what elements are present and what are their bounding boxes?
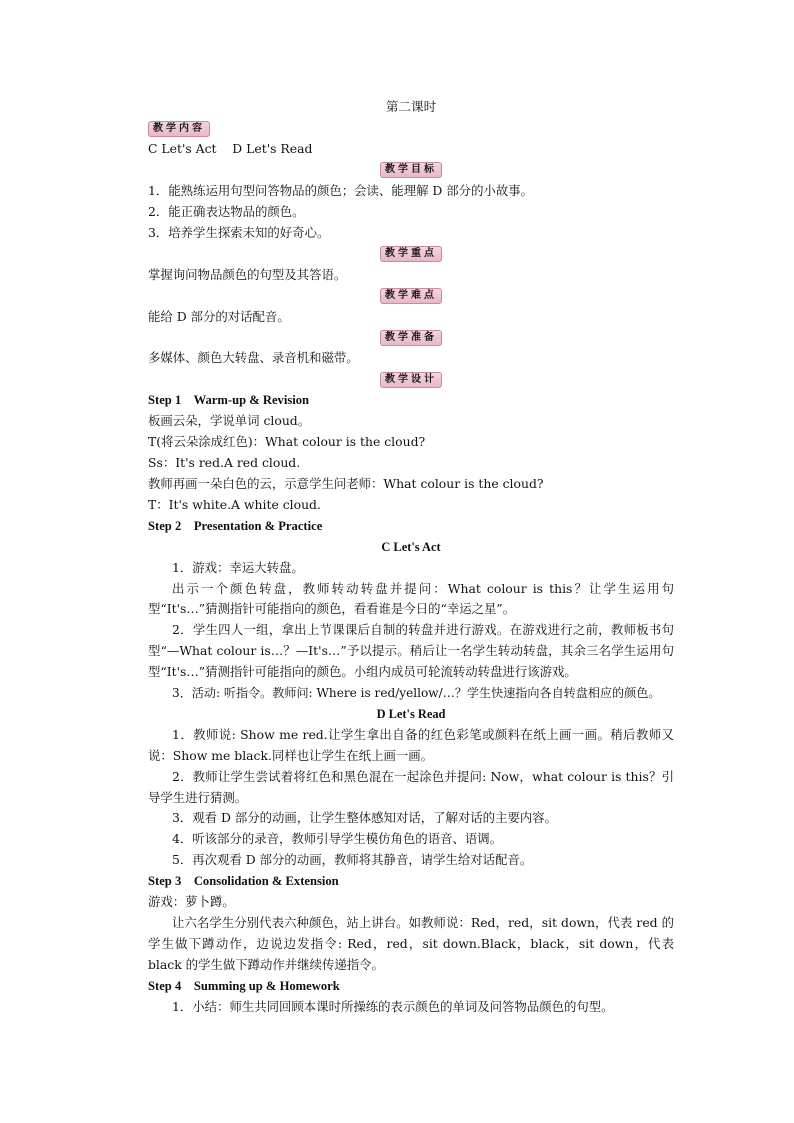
- c-item: 出示一个颜色转盘，教师转动转盘并提问：What colour is this？让学生运用句型“It's…”猜测指针可能指向的颜色，看看谁是今日的“幸运之星”。: [148, 580, 674, 617]
- step4-heading: Step 4 Summing up & Homework: [148, 978, 340, 993]
- step1-line: T(将云朵涂成红色)：What colour is the cloud?: [148, 434, 426, 450]
- content-badge: 教学内容: [148, 121, 210, 137]
- step3-heading: Step 3 Consolidation & Extension: [148, 874, 339, 889]
- step1-line: Ss：It's red.A red cloud.: [148, 455, 301, 471]
- d-item: 1．教师说: Show me red.让学生拿出自备的红色彩笔或颜料在纸上画一画。稍后教师又说：Show me black.同样也让学生在纸上画一画。: [148, 726, 674, 763]
- difficulties-section-header: [148, 286, 674, 307]
- step1-heading: Step 1 Warm-up & Revision: [148, 393, 310, 408]
- d-item: 2．教师让学生尝试着将红色和黑色混在一起涂色并提问: Now，what colour is this？引导学生进行猜测。: [148, 768, 674, 805]
- difficulties-badge: 教学难点: [380, 288, 442, 304]
- d-item: 3．观看 D 部分的动画，让学生整体感知对话，了解对话的主要内容。: [172, 810, 558, 826]
- key-points-section-header: [148, 244, 674, 265]
- objective-item: 3．培养学生探索未知的好奇心。: [148, 224, 330, 240]
- preparation-text: 多媒体、颜色大转盘、录音机和磁带。: [148, 350, 359, 366]
- step4-line: 1．小结：师生共同回顾本课时所操练的表示颜色的单词及问答物品颜色的句型。: [172, 998, 614, 1014]
- content-section-header: [148, 118, 674, 139]
- step1-line: T：It's white.A white cloud.: [148, 496, 321, 512]
- objectives-section-header: [148, 160, 674, 181]
- subsection-c-heading: C Let's Act: [381, 539, 441, 554]
- d-item: 5．再次观看 D 部分的动画，教师将其静音，请学生给对话配音。: [172, 852, 533, 868]
- objective-item: 2．能正确表达物品的颜色。: [148, 203, 305, 219]
- objective-item: 1．能熟练运用句型问答物品的颜色；会读、能理解 D 部分的小故事。: [148, 182, 534, 198]
- c-item: 3．活动: 听指令。教师问: Where is red/yellow/…？学生快速指向各自转盘相应的颜色。: [172, 686, 661, 701]
- content-text: C Let's Act D Let's Read: [148, 141, 313, 156]
- d-item: 4．听该部分的录音，教师引导学生模仿角色的语音、语调。: [172, 831, 503, 847]
- design-badge: 教学设计: [380, 372, 442, 388]
- objectives-badge: 教学目标: [380, 162, 442, 178]
- step3-line: 游戏：萝卜蹲。: [148, 894, 235, 910]
- key-point-text: 掌握询问物品颜色的句型及其答语。: [148, 266, 347, 282]
- step1-line: 板画云朵，学说单词 cloud。: [148, 413, 311, 429]
- step3-line: 让六名学生分别代表六种颜色，站上讲台。如教师说：Red，red，sit down，代表 red 的学生做下蹲动作，边说边发指令: Red，red，sit down.Black，black，sit down，代表 black 的学生做下蹲动作并继续传递指令。: [148, 915, 674, 972]
- document-page: [148, 96, 674, 1018]
- subsection-d-heading: D Let's Read: [376, 706, 446, 721]
- preparation-badge: 教学准备: [380, 330, 442, 346]
- page-title: 第二课时: [385, 99, 437, 114]
- key-points-badge: 教学重点: [380, 246, 442, 262]
- difficulty-text: 能给 D 部分的对话配音。: [148, 308, 290, 324]
- c-item: 2．学生四人一组，拿出上节课课后自制的转盘并进行游戏。在游戏进行之前，教师板书句型“—What colour is…？—It's…”予以提示。稍后让一名学生转动转盘，其余三名学生运用句型“It's…”猜测指针可能指向的颜色。小组内成员可轮流转动转盘进行该游戏。: [148, 622, 674, 680]
- design-section-header: [148, 369, 674, 390]
- step1-line: 教师再画一朵白色的云，示意学生问老师：What colour is the cloud?: [148, 475, 544, 491]
- preparation-section-header: [148, 327, 674, 348]
- c-item: 1．游戏：幸运大转盘。: [172, 559, 304, 575]
- step2-heading: Step 2 Presentation & Practice: [148, 518, 323, 533]
